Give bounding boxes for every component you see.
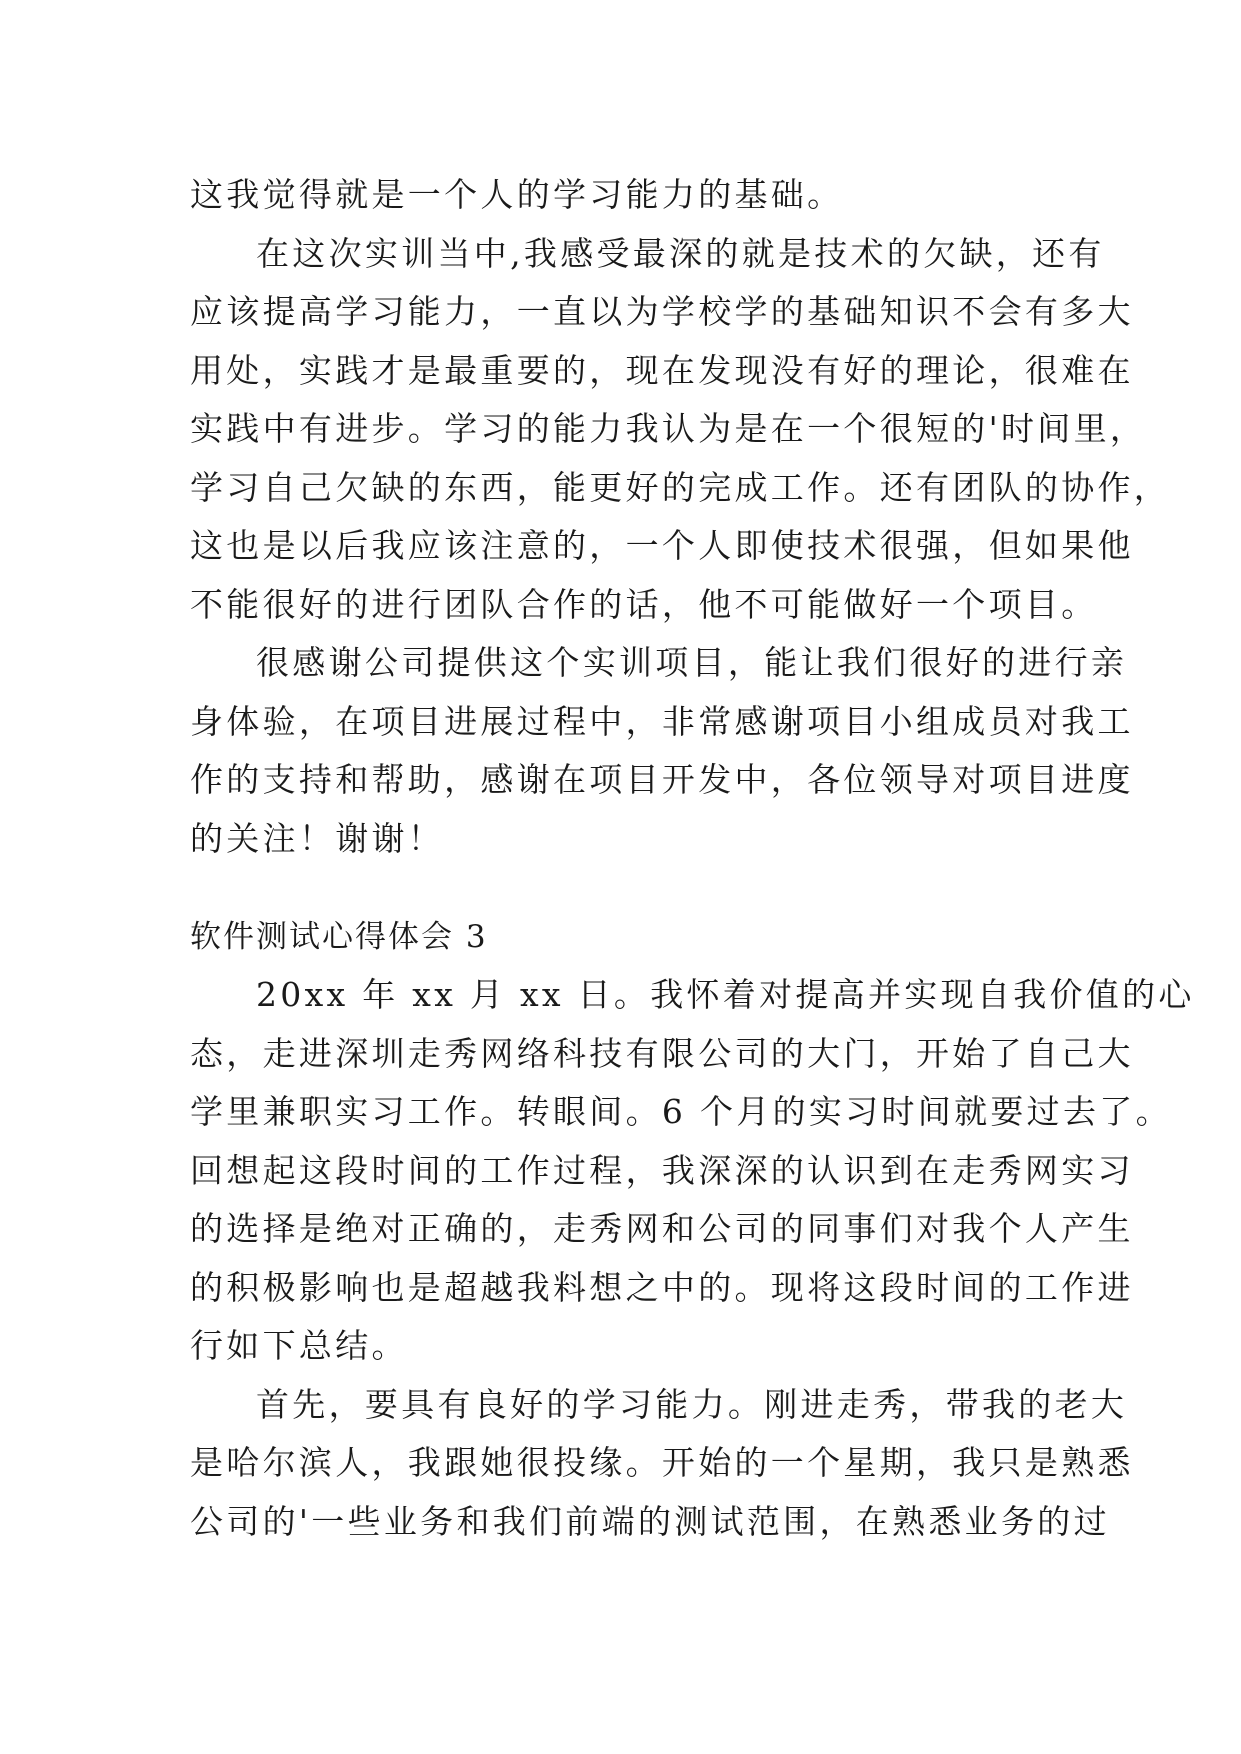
text-line: 用处，实践才是最重要的，现在发现没有好的理论，很难在 xyxy=(190,350,1134,390)
text-line: 学习自己欠缺的东西，能更好的完成工作。还有团队的协作， xyxy=(190,467,1171,507)
text-line: 的选择是绝对正确的，走秀网和公司的同事们对我个人产生 xyxy=(190,1209,1134,1248)
paragraph-block-2 xyxy=(190,966,1195,1551)
text-line: 行如下总结。 xyxy=(190,1326,408,1365)
text-line: 首先，要具有良好的学习能力。刚进走秀，带我的老大 xyxy=(256,1384,1128,1424)
text-line: 的积极影响也是超越我料想之中的。现将这段时间的工作进 xyxy=(190,1267,1134,1307)
text-line: 是哈尔滨人，我跟她很投缘。开始的一个星期，我只是熟悉 xyxy=(190,1443,1134,1482)
text-line: 在这次实训当中,我感受最深的就是技术的欠缺，还有 xyxy=(256,233,1105,273)
text-line: 作的支持和帮助，感谢在项目开发中，各位领导对项目进度 xyxy=(190,760,1134,799)
paragraph-block-1 xyxy=(190,166,1171,868)
text-line: 态，走进深圳走秀网络科技有限公司的大门，开始了自己大 xyxy=(190,1033,1134,1073)
section-title: 软件测试心得体会 3 xyxy=(190,919,488,955)
text-line: 学里兼职实习工作。转眼间。6 个月的实习时间就要过去了。 xyxy=(190,1092,1172,1131)
text-line: 20xx 年 xx 月 xx 日。我怀着对提高并实现自我价值的心 xyxy=(256,975,1195,1014)
text-line: 这我觉得就是一个人的学习能力的基础。 xyxy=(190,175,844,214)
text-line: 这也是以后我应该注意的，一个人即使技术很强，但如果他 xyxy=(190,526,1134,565)
text-line: 回想起这段时间的工作过程，我深深的认识到在走秀网实习 xyxy=(190,1150,1134,1190)
text-line: 实践中有进步。学习的能力我认为是在一个很短的'时间里， xyxy=(190,409,1147,448)
text-line: 公司的'一些业务和我们前端的测试范围，在熟悉业务的过 xyxy=(190,1501,1110,1541)
text-line: 的关注！谢谢！ xyxy=(190,818,445,858)
text-line: 很感谢公司提供这个实训项目，能让我们很好的进行亲 xyxy=(256,643,1128,682)
text-line: 不能很好的进行团队合作的话，他不可能做好一个项目。 xyxy=(190,584,1098,624)
text-line: 身体验，在项目进展过程中，非常感谢项目小组成员对我工 xyxy=(190,701,1134,741)
text-line: 应该提高学习能力，一直以为学校学的基础知识不会有多大 xyxy=(190,292,1134,331)
